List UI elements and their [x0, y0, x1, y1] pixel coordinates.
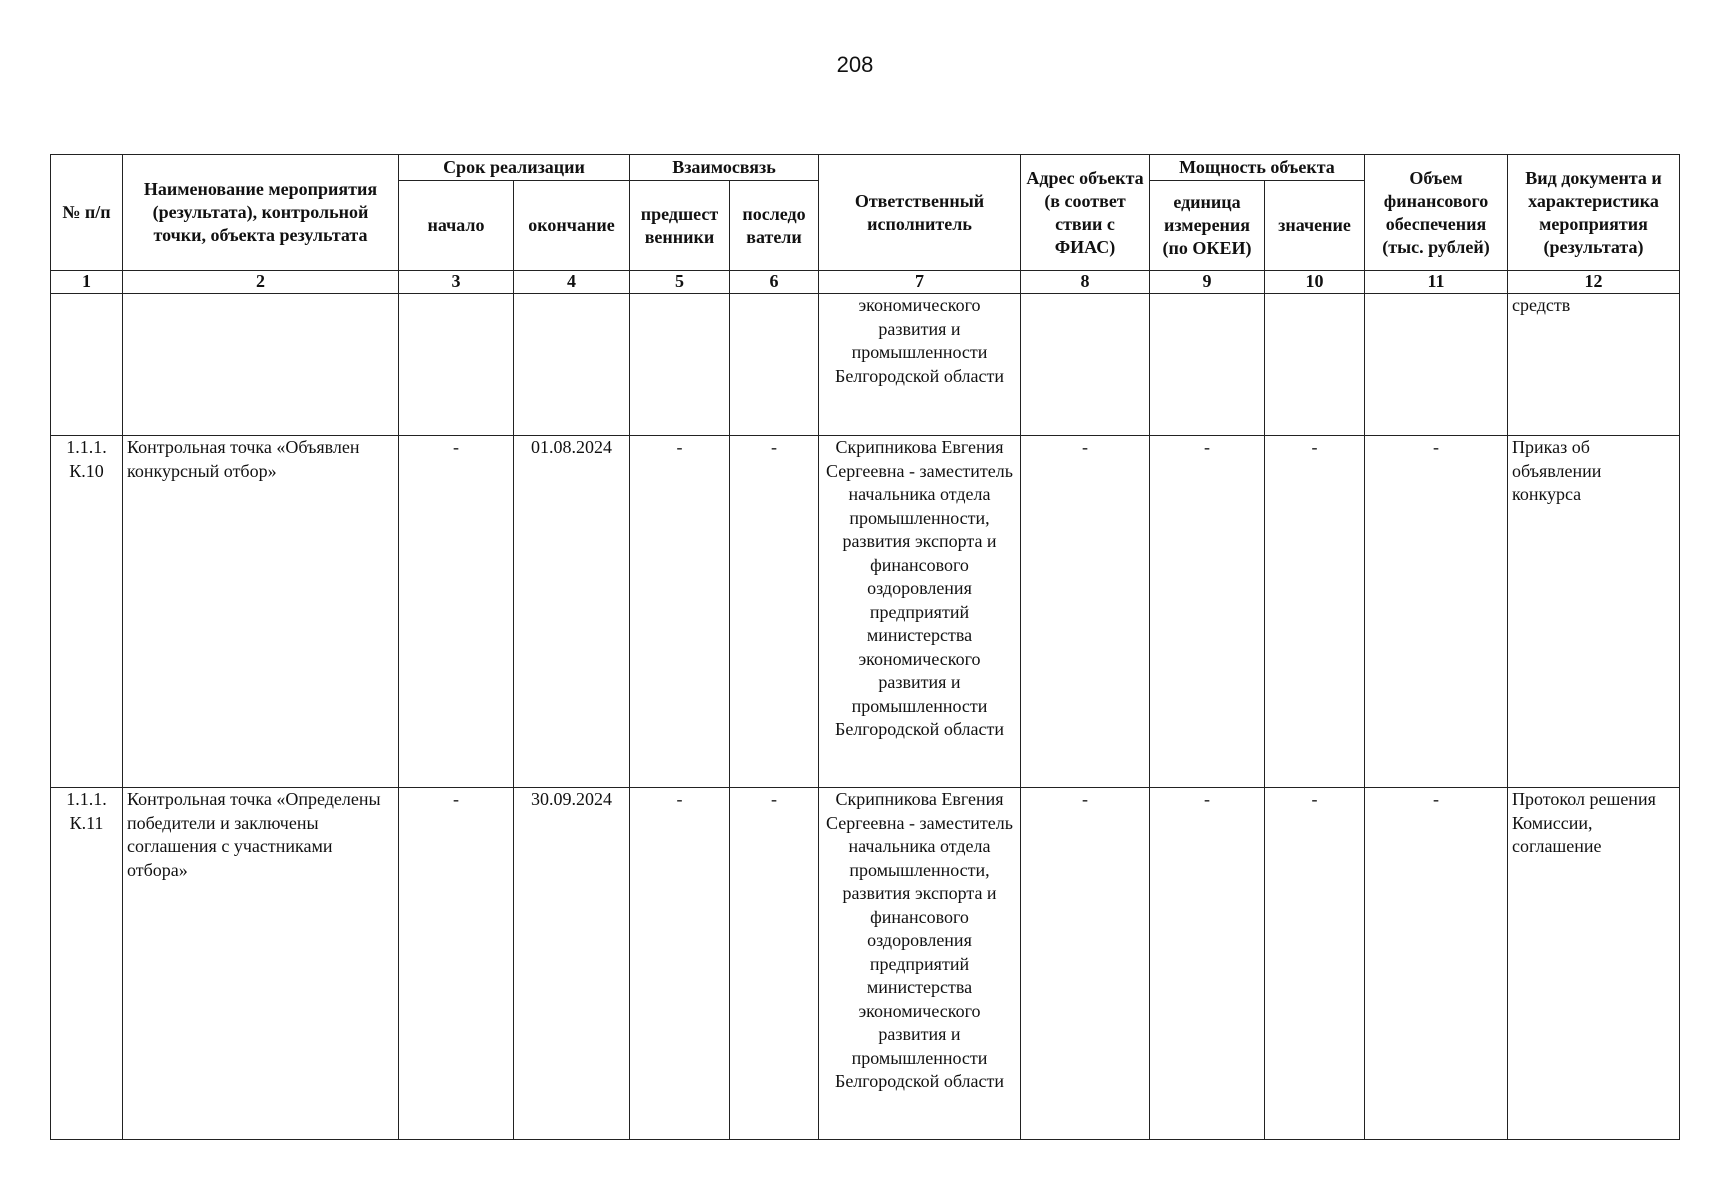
column-number: 9	[1150, 271, 1265, 294]
header-finance: Объем финансового обеспечения (тыс. рублей)	[1365, 155, 1508, 271]
cell-address: -	[1021, 436, 1150, 788]
header-capacity-group: Мощность объекта	[1150, 155, 1365, 181]
cell-unit	[1150, 294, 1265, 436]
cell-num	[51, 294, 123, 436]
plan-table	[50, 154, 1680, 1140]
header-num: № п/п	[51, 155, 123, 271]
column-number: 3	[399, 271, 514, 294]
cell-responsible: Скрипникова Евгения Сергеевна - заместитель начальника отдела промышленности, развития экспорта и финансового оздоровления предприятий министерства экономического развития и промышленности Белгородской области	[819, 788, 1021, 1140]
header-responsible: Ответственный исполнитель	[819, 155, 1021, 271]
cell-start	[399, 294, 514, 436]
column-number: 8	[1021, 271, 1150, 294]
cell-name: Контрольная точка «Объявлен конкурсный отбор»	[123, 436, 399, 788]
column-number: 6	[730, 271, 819, 294]
cell-value: -	[1265, 436, 1365, 788]
header-name: Наименование мероприятия (результата), контрольной точки, объекта результата	[123, 155, 399, 271]
cell-end	[514, 294, 630, 436]
cell-num: 1.1.1. К.11	[51, 788, 123, 1140]
header-predecessors: предшест венники	[630, 181, 730, 271]
cell-address: -	[1021, 788, 1150, 1140]
page-number: 208	[836, 52, 874, 77]
cell-responsible: экономического развития и промышленности Белгородской области	[819, 294, 1021, 436]
cell-document: средств	[1508, 294, 1680, 436]
cell-name: Контрольная точка «Определены победители и заключены соглашения с участниками отбора»	[123, 788, 399, 1140]
cell-end: 30.09.2024	[514, 788, 630, 1140]
header-relation-group: Взаимосвязь	[630, 155, 819, 181]
cell-document: Приказ об объявлении конкурса	[1508, 436, 1680, 788]
column-number: 4	[514, 271, 630, 294]
cell-value: -	[1265, 788, 1365, 1140]
cell-start: -	[399, 788, 514, 1140]
header-value: значение	[1265, 181, 1365, 271]
cell-successors: -	[730, 788, 819, 1140]
cell-responsible: Скрипникова Евгения Сергеевна - заместитель начальника отдела промышленности, развития экспорта и финансового оздоровления предприятий министерства экономического развития и промышленности Белгородской области	[819, 436, 1021, 788]
header-successors: последо ватели	[730, 181, 819, 271]
cell-name	[123, 294, 399, 436]
column-number: 2	[123, 271, 399, 294]
cell-end: 01.08.2024	[514, 436, 630, 788]
cell-finance	[1365, 294, 1508, 436]
cell-unit: -	[1150, 436, 1265, 788]
header-address: Адрес объекта (в соответ ствии с ФИАС)	[1021, 155, 1150, 271]
column-number: 1	[51, 271, 123, 294]
column-number: 10	[1265, 271, 1365, 294]
column-number: 7	[819, 271, 1021, 294]
cell-predecessors: -	[630, 436, 730, 788]
table-row	[51, 436, 1680, 788]
cell-value	[1265, 294, 1365, 436]
column-number: 11	[1365, 271, 1508, 294]
cell-successors	[730, 294, 819, 436]
cell-finance: -	[1365, 436, 1508, 788]
cell-predecessors: -	[630, 788, 730, 1140]
table-row	[51, 294, 1680, 436]
header-start: начало	[399, 181, 514, 271]
header-document: Вид документа и характеристика мероприятия (результата)	[1508, 155, 1680, 271]
column-number: 12	[1508, 271, 1680, 294]
cell-finance: -	[1365, 788, 1508, 1140]
cell-document: Протокол решения Комиссии, соглашение	[1508, 788, 1680, 1140]
header-end: окончание	[514, 181, 630, 271]
header-unit: единица измерения (по ОКЕИ)	[1150, 181, 1265, 271]
cell-predecessors	[630, 294, 730, 436]
table-row	[51, 788, 1680, 1140]
header-period-group: Срок реализации	[399, 155, 630, 181]
cell-start: -	[399, 436, 514, 788]
cell-address	[1021, 294, 1150, 436]
cell-successors: -	[730, 436, 819, 788]
cell-unit: -	[1150, 788, 1265, 1140]
cell-num: 1.1.1. К.10	[51, 436, 123, 788]
column-number: 5	[630, 271, 730, 294]
